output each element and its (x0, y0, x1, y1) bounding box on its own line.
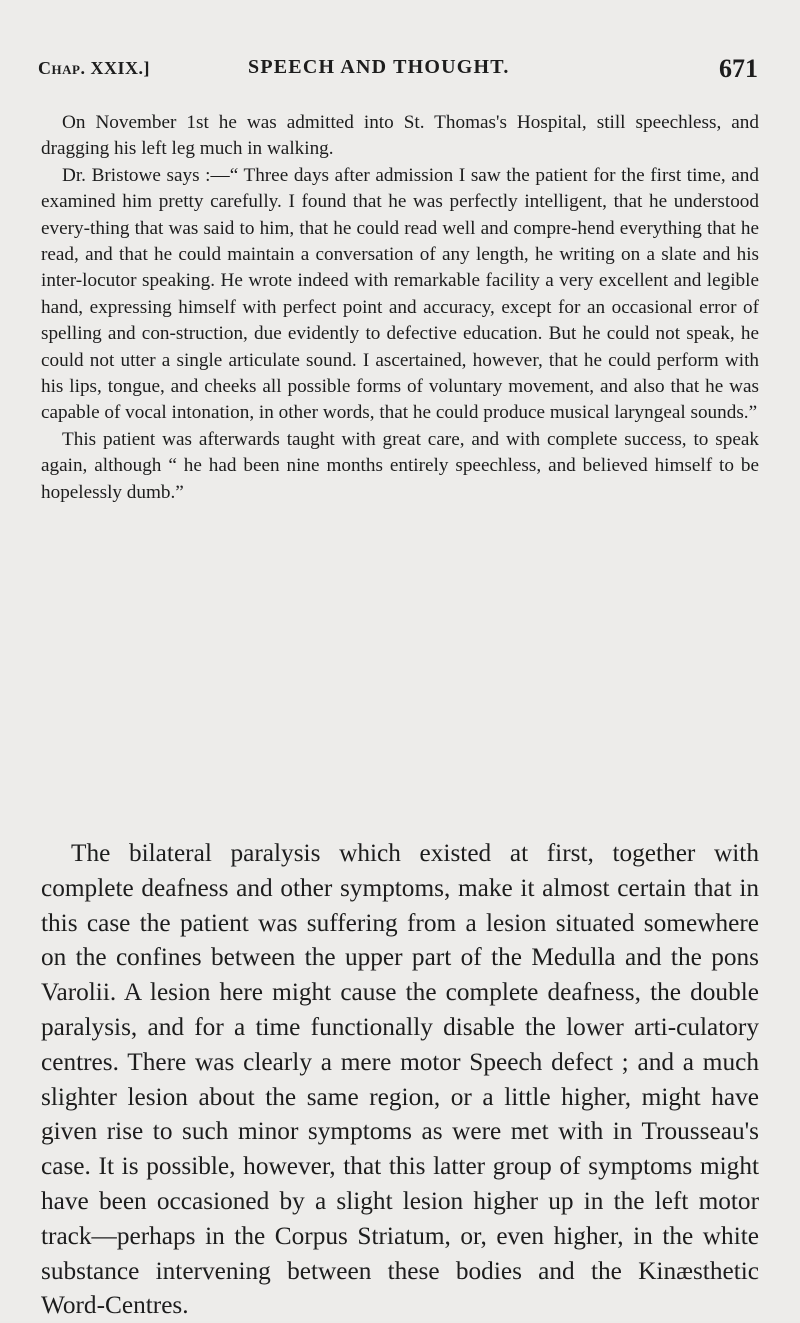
case-report-text (41, 110, 759, 506)
main-text (41, 836, 759, 1323)
page-number: 671 (719, 54, 758, 83)
chapter-label: Chap. XXIX.] (38, 58, 150, 78)
paragraph-admission: On November 1st he was admitted into St. Thomas's Hospital, still speechless, and dragging his left leg much in walking. (41, 112, 759, 160)
paragraph-bristowe-quote: Dr. Bristowe says :—“ Three days after admission I saw the patient for the first time, and examined him pretty carefully. I found that he was perfectly intelligent, that he understood every-thing that was said to him, that he could read well and compre-hend everything that he read, and that he could maintain a conversation of any length, he writing on a slate and his inter-locutor speaking. He wrote indeed with remarkable facility a very excellent and legible hand, expressing himself with perfect point and accuracy, except for an occasional error of spelling and con-struction, due evidently to defective education. But he could not speak, he could not utter a single articulate sound. I ascertained, however, that he could perform with his lips, tongue, and cheeks all possible forms of voluntary movement, and also that he was capable of vocal intonation, in other words, that he could produce musical laryngeal sounds.” (41, 164, 759, 424)
running-title: SPEECH AND THOUGHT. (248, 56, 510, 78)
paragraph-recovery: This patient was afterwards taught with great care, and with complete success, to speak again, although “ he had been nine months entirely speechless, and believed himself to be hopelessly dumb.” (41, 428, 759, 503)
paragraph-bilateral-paralysis: The bilateral paralysis which existed at first, together with complete deafness and other symptoms, make it almost certain that in this case the patient was suffering from a lesion situated somewhere on the confines between the upper part of the Medulla and the pons Varolii. A lesion here might cause the complete deafness, the double paralysis, and for a time functionally disable the lower arti-culatory centres. There was clearly a mere motor Speech defect ; and a much slighter lesion about the same region, or a little higher, might have given rise to such minor symptoms as were met with in Trousseau's case. It is possible, however, that this latter group of symptoms might have been occasioned by a slight lesion higher up in the left motor track—perhaps in the Corpus Striatum, or, even higher, in the white substance intervening between these bodies and the Kinæsthetic Word-Centres. (41, 839, 759, 1320)
running-head (38, 54, 762, 86)
